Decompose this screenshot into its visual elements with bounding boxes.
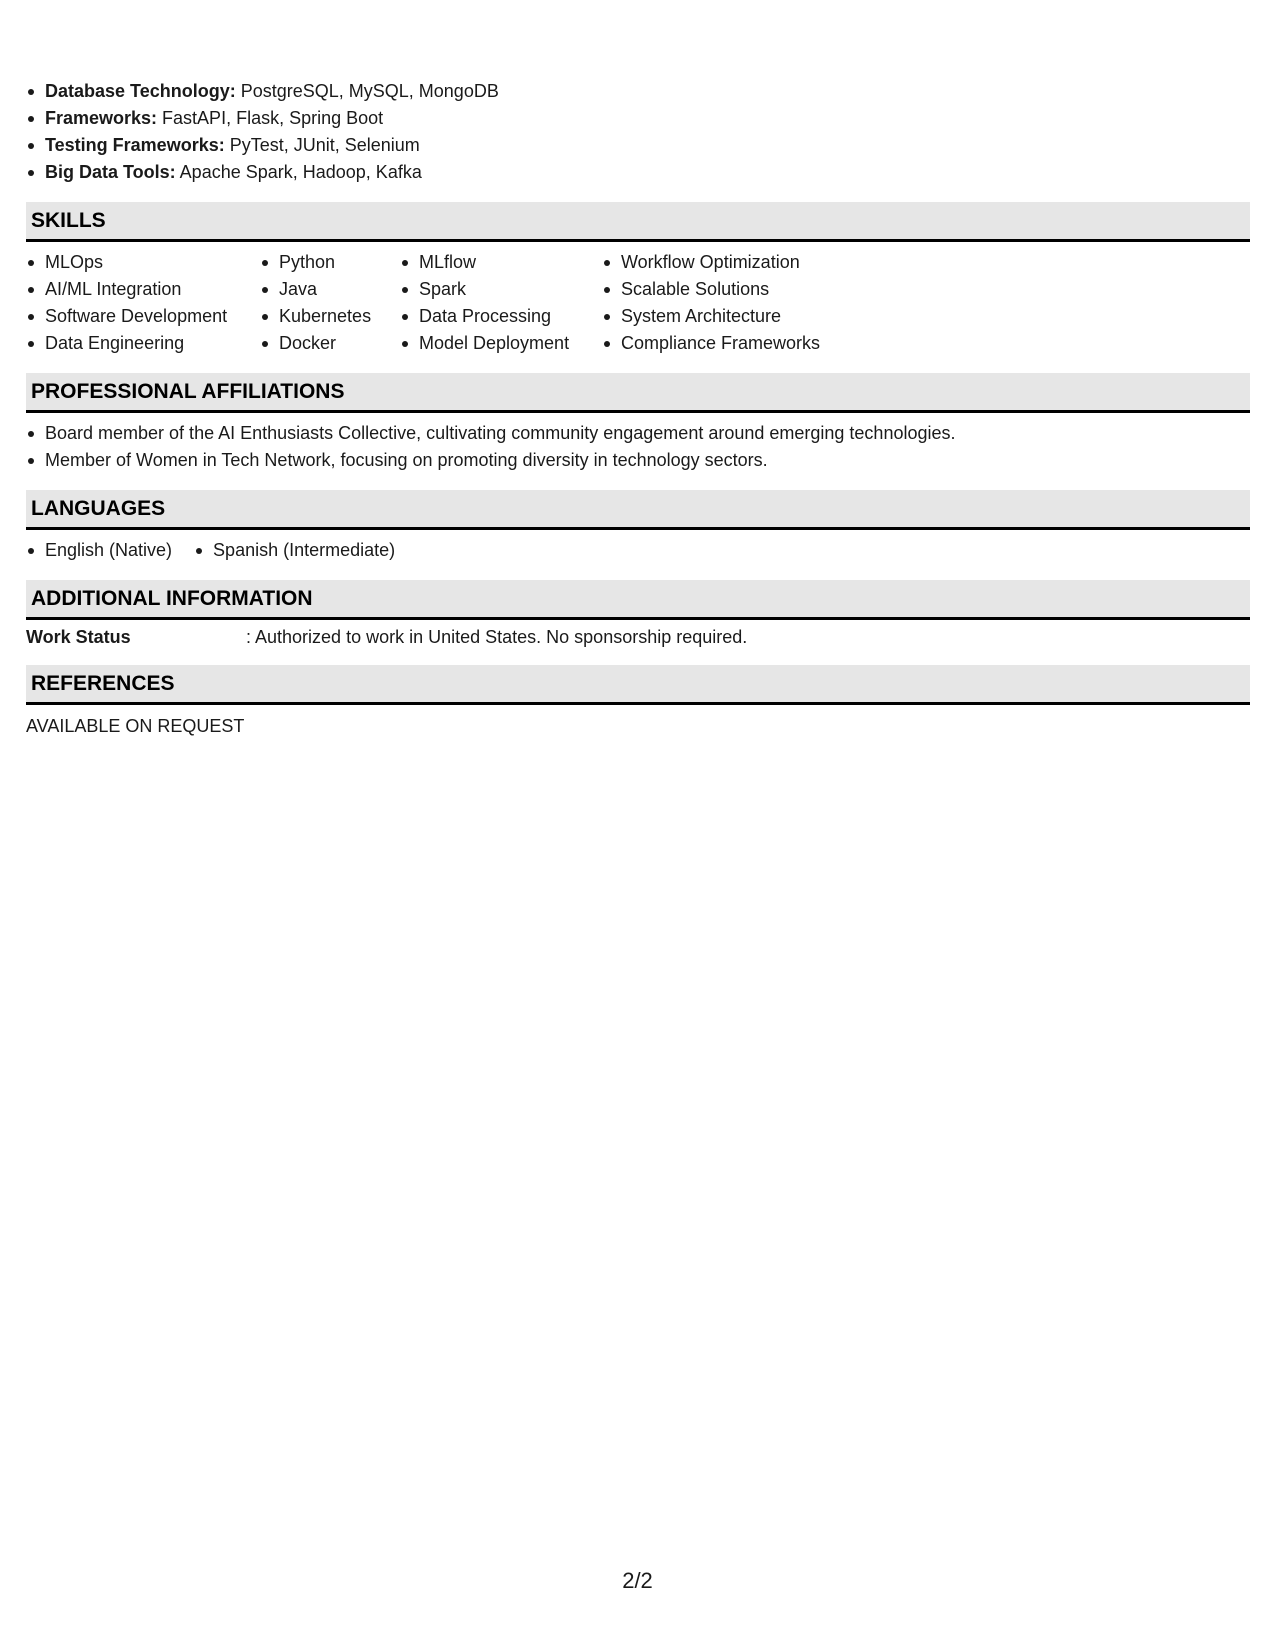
tech-value: PyTest, JUnit, Selenium bbox=[224, 135, 420, 155]
skills-header: SKILLS bbox=[26, 202, 1250, 242]
skills-column bbox=[260, 249, 400, 357]
list-item: Python bbox=[260, 249, 400, 276]
list-item: System Architecture bbox=[602, 303, 862, 330]
list-item: English (Native) bbox=[26, 537, 172, 564]
affiliations-header: PROFESSIONAL AFFILIATIONS bbox=[26, 373, 1250, 413]
work-status-row bbox=[26, 625, 1250, 649]
references-header: REFERENCES bbox=[26, 665, 1250, 705]
skills-column bbox=[602, 249, 862, 357]
list-item: Member of Women in Tech Network, focusing on promoting diversity in technology sectors. bbox=[26, 447, 1250, 474]
tech-label: Database Technology: bbox=[45, 81, 236, 101]
tech-label: Big Data Tools: bbox=[45, 162, 176, 182]
technologies-list bbox=[26, 78, 1250, 186]
page-number: 2/2 bbox=[622, 1568, 653, 1593]
list-item: Workflow Optimization bbox=[602, 249, 862, 276]
list-item bbox=[26, 78, 1250, 105]
languages-list bbox=[26, 537, 1250, 564]
list-item: Data Processing bbox=[400, 303, 602, 330]
skills-column bbox=[26, 249, 260, 357]
list-item bbox=[26, 159, 1250, 186]
list-item: Docker bbox=[260, 330, 400, 357]
work-status-label: Work Status bbox=[26, 627, 131, 647]
list-item: Software Development bbox=[26, 303, 260, 330]
list-item: Board member of the AI Enthusiasts Collective, cultivating community engagement around emerging technologies. bbox=[26, 420, 1250, 447]
resume-page bbox=[26, 78, 1250, 738]
list-item: Compliance Frameworks bbox=[602, 330, 862, 357]
list-item: Java bbox=[260, 276, 400, 303]
references-text: AVAILABLE ON REQUEST bbox=[26, 716, 245, 736]
list-item bbox=[26, 132, 1250, 159]
list-item bbox=[26, 105, 1250, 132]
tech-value: FastAPI, Flask, Spring Boot bbox=[157, 108, 384, 128]
tech-label: Frameworks: bbox=[45, 108, 158, 128]
tech-value: Apache Spark, Hadoop, Kafka bbox=[175, 162, 422, 182]
list-item: Scalable Solutions bbox=[602, 276, 862, 303]
languages-header: LANGUAGES bbox=[26, 490, 1250, 530]
tech-value: PostgreSQL, MySQL, MongoDB bbox=[235, 81, 499, 101]
list-item: Data Engineering bbox=[26, 330, 260, 357]
additional-info-header: ADDITIONAL INFORMATION bbox=[26, 580, 1250, 620]
list-item: Model Deployment bbox=[400, 330, 602, 357]
work-status-value: : Authorized to work in United States. No sponsorship required. bbox=[246, 627, 748, 647]
skills-grid bbox=[26, 249, 1250, 357]
affiliations-list bbox=[26, 420, 1250, 474]
list-item: MLflow bbox=[400, 249, 602, 276]
list-item: AI/ML Integration bbox=[26, 276, 260, 303]
list-item: MLOps bbox=[26, 249, 260, 276]
list-item: Kubernetes bbox=[260, 303, 400, 330]
tech-label: Testing Frameworks: bbox=[45, 135, 225, 155]
list-item: Spanish (Intermediate) bbox=[194, 537, 395, 564]
skills-column bbox=[400, 249, 602, 357]
list-item: Spark bbox=[400, 276, 602, 303]
